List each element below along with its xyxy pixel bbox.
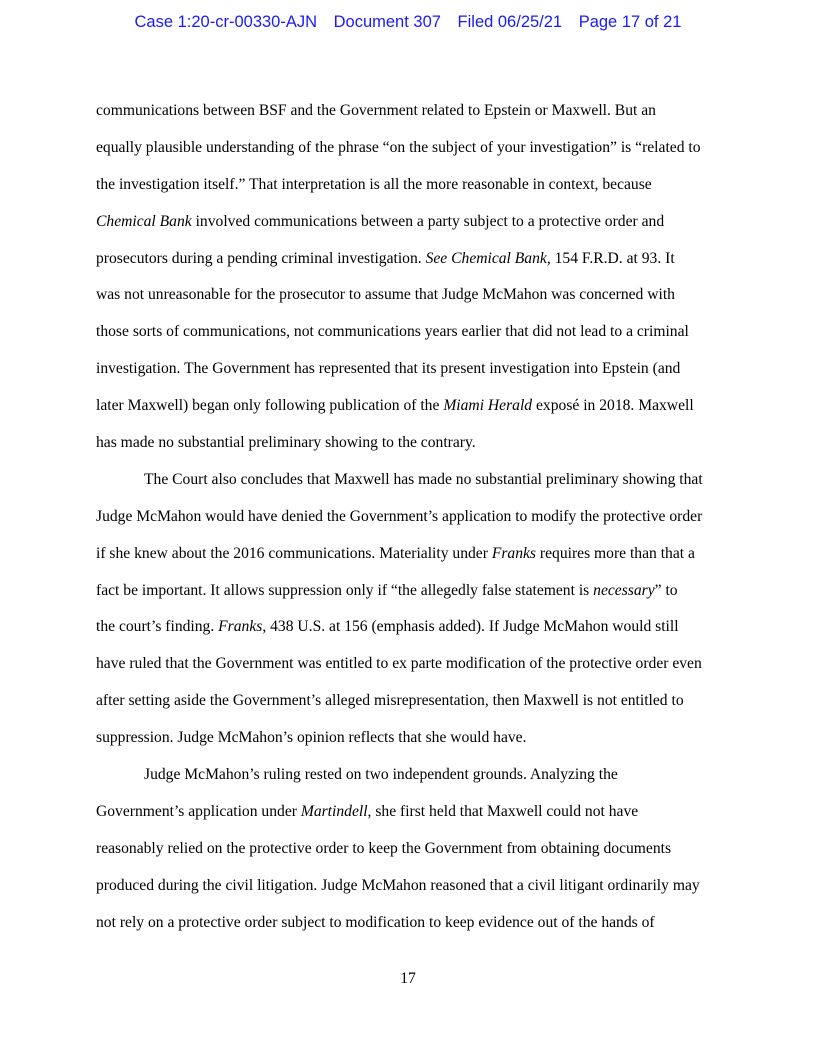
text-run: equally plausible understanding of the phrase “on the subject of your investigation” is “related to — [96, 138, 701, 156]
text-line — [96, 204, 721, 241]
text-line — [96, 388, 721, 425]
text-line — [96, 425, 721, 462]
text-run: exposé in 2018. Maxwell — [532, 397, 694, 415]
text-run: Judge McMahon’s ruling rested on two independent grounds. Analyzing the — [144, 766, 618, 784]
text-line — [96, 351, 721, 388]
text-run: investigation. The Government has represented that its present investigation into Epstein (and — [96, 360, 681, 378]
text-run: ” to — [654, 581, 678, 599]
text-run: , 154 F.R.D. at 93. It — [546, 249, 675, 267]
text-run: Government’s application under — [96, 802, 301, 820]
text-line — [96, 167, 721, 204]
text-line — [96, 462, 721, 499]
text-run: if she knew about the 2016 communications. Materiality under — [96, 544, 492, 562]
italic-citation: necessary — [593, 581, 655, 599]
text-line — [96, 831, 721, 868]
text-run: was not unreasonable for the prosecutor to assume that Judge McMahon was concerned with — [96, 286, 675, 304]
italic-citation: Martindell — [300, 802, 368, 820]
text-run: those sorts of communications, not communications years earlier that did not lead to a criminal — [96, 323, 689, 341]
page-indicator: Page 17 of 21 — [578, 13, 682, 31]
text-line — [96, 241, 721, 278]
text-line — [96, 794, 721, 831]
text-run: not rely on a protective order subject to modification to keep evidence out of the hands of — [96, 913, 655, 931]
text-line — [96, 130, 721, 167]
text-line — [96, 720, 721, 757]
text-run: produced during the civil litigation. Judge McMahon reasoned that a civil litigant ordinarily may — [96, 876, 700, 894]
text-run: involved communications between a party subject to a protective order and — [191, 212, 665, 230]
text-line — [96, 536, 721, 573]
text-run: have ruled that the Government was entitled to ex parte modification of the protective order even — [96, 655, 702, 673]
text-run: The Court also concludes that Maxwell has made no substantial preliminary showing that — [144, 470, 703, 488]
text-run: , 438 U.S. at 156 (emphasis added). If Judge McMahon would still — [262, 618, 679, 636]
text-line — [96, 499, 721, 536]
document-body — [96, 93, 721, 941]
text-line — [96, 573, 721, 610]
text-run: the court’s finding. — [96, 618, 219, 636]
case-header — [0, 13, 816, 32]
text-line — [96, 93, 721, 130]
text-run: the investigation itself.” That interpretation is all the more reasonable in context, because — [96, 175, 652, 193]
text-run: prosecutors during a pending criminal investigation. — [96, 249, 426, 267]
text-line — [96, 868, 721, 905]
text-line — [96, 314, 721, 351]
case-number: Case 1:20-cr-00330-AJN — [134, 13, 318, 31]
italic-citation: See Chemical Bank — [425, 249, 547, 267]
document-number: Document 307 — [333, 13, 441, 31]
text-line — [96, 646, 721, 683]
text-run: suppression. Judge McMahon’s opinion reflects that she would have. — [96, 729, 527, 747]
text-run: fact be important. It allows suppression only if “the allegedly false statement is — [96, 581, 594, 599]
italic-citation: Miami Herald — [443, 397, 533, 415]
text-line — [96, 609, 721, 646]
text-run: reasonably relied on the protective order to keep the Government from obtaining documents — [96, 839, 672, 857]
italic-citation: Franks — [491, 544, 537, 562]
text-run: after setting aside the Government’s alleged misrepresentation, then Maxwell is not entitled to — [96, 692, 684, 710]
text-run: has made no substantial preliminary showing to the contrary. — [96, 434, 476, 452]
text-run: later Maxwell) began only following publication of the — [96, 397, 444, 415]
filed-date: Filed 06/25/21 — [457, 13, 563, 31]
page-number: 17 — [400, 970, 416, 987]
text-run: requires more than that a — [536, 544, 695, 562]
text-line — [96, 683, 721, 720]
text-line — [96, 905, 721, 942]
italic-citation: Franks — [218, 618, 263, 636]
text-run: , she first held that Maxwell could not have — [367, 802, 639, 820]
text-run: communications between BSF and the Government related to Epstein or Maxwell. But an — [96, 102, 656, 119]
text-run: Judge McMahon would have denied the Government’s application to modify the protective order — [96, 507, 703, 525]
text-line — [96, 277, 721, 314]
italic-citation: Chemical Bank — [96, 212, 192, 230]
text-line — [96, 757, 721, 794]
